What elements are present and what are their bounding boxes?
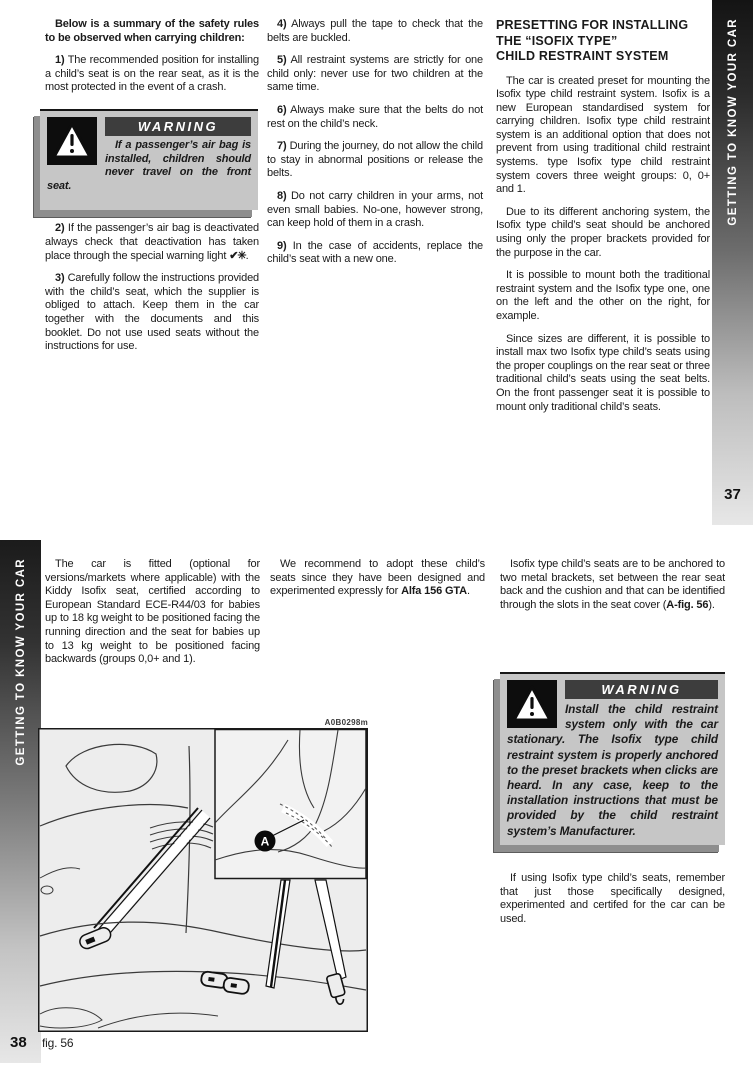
item-marker: 6) <box>277 103 287 116</box>
item-text: In the case of accidents, replace the child’s seat with a new one. <box>267 239 483 266</box>
rule-item-9 <box>267 240 483 267</box>
rule-item-8 <box>267 190 483 231</box>
rule-item-1 <box>45 54 259 95</box>
figure-56-drawing <box>38 728 368 1032</box>
chapter-label-vertical: GETTING TO KNOW YOUR CAR <box>726 18 739 226</box>
page38-column-3-lower <box>500 872 725 935</box>
warning-triangle-icon <box>507 680 557 728</box>
airbag-deactivated-warning-light-icon: ✔✳ <box>229 249 246 262</box>
rule-item-6 <box>267 104 483 131</box>
item-text: The recommended position for installing a child’s seat is on the rear seat, as it is the most protected in the event of a crash. <box>45 54 259 94</box>
page38-column-1 <box>45 558 260 676</box>
warning-title: WARNING <box>105 117 251 136</box>
rule-item-2 <box>45 222 259 263</box>
isofix-paragraph-1: The car is created preset for mounting the Isofix type child restraint system. Isofix is a new European standardised system for carrying children. Isofix type child restraint system is an additional option that does not prevent from using traditional child restraint systems. type Isofix type child restraint system covers three weight groups: 0, 0+ and 1. <box>496 74 710 196</box>
rule-item-7 <box>267 140 483 181</box>
warning-text: If a passenger’s air bag is installed, children should never travel on the front seat. <box>47 138 251 192</box>
kiddy-isofix-paragraph: The car is fitted (optional for versions/markets where applicable) with the Kiddy Isofix seat, certified according to European Standard ECE-R44/03 for babies up to 18 kg weight to be positioned facing the running direction and the seat for babies up to 13 kg weight to be positioned facing backwards (groups 0,0+ and 1). <box>45 558 260 666</box>
isofix-section-heading <box>496 18 710 65</box>
item-text: Always pull the tape to check that the belts are buckled. <box>267 18 483 44</box>
paragraph-text: ). <box>708 598 715 611</box>
page37-sidebar <box>712 0 753 525</box>
recommend-paragraph <box>270 558 485 599</box>
certified-paragraph: If using Isofix type child’s seats, remember that just those specifically designed, experimented and certifed for the car can be used. <box>500 872 725 925</box>
item-marker: 8) <box>277 189 287 202</box>
figure-caption: fig. 56 <box>42 1036 74 1050</box>
page38-column-3 <box>500 558 725 621</box>
rule-item-3 <box>45 272 259 354</box>
item-marker: 4) <box>277 18 287 30</box>
item-marker: 2) <box>55 222 65 235</box>
sentence-end: . <box>245 249 249 262</box>
isofix-paragraph-4: Since sizes are different, it is possible to install max two Isofix type child’s seats using the proper couplings on the rear seat or three traditional child’s seats using the seat belts. On the front passenger seat it is possible to mount only traditional child’s seats. <box>496 332 710 413</box>
safety-rules-heading: Below is a summary of the safety rules to be observed when carrying children: <box>45 18 259 44</box>
item-text: Do not carry children in your arms, not even small babies. No-one, however strong, can keep hold of them in a crash. <box>267 189 483 230</box>
rear-seat-illustration <box>38 728 368 1032</box>
item-marker: 1) <box>55 54 65 67</box>
item-marker: 3) <box>55 272 65 285</box>
paragraph-text: Isofix type child’s seats are to be anchored to two metal brackets, set between the rear seat back and the cushion and that can be identified through the slots in the seat cover ( <box>500 558 725 611</box>
heading-line: PRESETTING FOR INSTALLING <box>496 18 689 32</box>
paragraph-text: We recommend to adopt these child’s seats since they have been designed and experimented expressly for <box>270 558 485 598</box>
figure-reference: A-fig. 56 <box>666 598 709 611</box>
item-text: If the passenger’s air bag is deactivated always check that deactivation has taken place through the special warning light <box>45 222 259 262</box>
chapter-label-vertical: GETTING TO KNOW YOUR CAR <box>14 558 27 766</box>
warning-box-front-seat <box>40 109 258 210</box>
paragraph-text: . <box>466 585 470 598</box>
brackets-paragraph <box>500 558 725 612</box>
warning-box-install <box>500 672 725 845</box>
item-marker: 7) <box>277 140 287 153</box>
item-text: During the journey, do not allow the child to stay in abnormal positions or release the belts. <box>267 140 483 180</box>
page37-column-3 <box>496 18 710 423</box>
page-number-38: 38 <box>10 1034 27 1051</box>
figure-code-label: A0B0298m <box>324 718 368 727</box>
page37-column-1 <box>45 18 259 363</box>
isofix-paragraph-2: Due to its different anchoring system, the Isofix type child’s seat should be anchored using only the proper brackets provided for the purpose in the car. <box>496 205 710 259</box>
warning-title: WARNING <box>565 680 718 699</box>
heading-line: THE “ISOFIX TYPE” <box>496 33 618 48</box>
rule-item-4 <box>267 18 483 45</box>
heading-line: CHILD RESTRAINT SYSTEM <box>496 49 669 63</box>
page37-column-2 <box>267 18 483 276</box>
page-37 <box>0 0 753 532</box>
page-38 <box>0 540 753 1070</box>
page-number-37: 37 <box>724 486 741 503</box>
rule-item-5 <box>267 54 483 95</box>
isofix-paragraph-3: It is possible to mount both the traditional restraint system and the Isofix type one, one on the left and the other on the right, for example. <box>496 269 710 322</box>
item-marker: 5) <box>277 54 287 67</box>
warning-triangle-icon <box>47 117 97 165</box>
callout-a-label: A <box>260 834 270 849</box>
warning-text: Install the child restraint system only with the car stationary. The Isofix type child restraint system is properly anchored to the preset brackets when clicks are heard. In any case, keep to the installation instructions that must be provided by the child restraint system’s Manufacturer. <box>507 702 718 838</box>
model-name: Alfa 156 GTA <box>401 585 467 598</box>
item-marker: 9) <box>277 239 287 252</box>
item-text: Always make sure that the belts do not rest on the child’s neck. <box>267 103 483 130</box>
item-text: All restraint systems are strictly for one child only: never use for two children at the same time. <box>267 54 483 94</box>
item-text: Carefully follow the instructions provided with the child’s seat, which the supplier is obliged to attach. Keep them in the car together with the documents and this booklet. Do not use used seats without the instructions for use. <box>45 272 260 353</box>
page38-column-2 <box>270 558 485 608</box>
page38-sidebar <box>0 540 41 1063</box>
